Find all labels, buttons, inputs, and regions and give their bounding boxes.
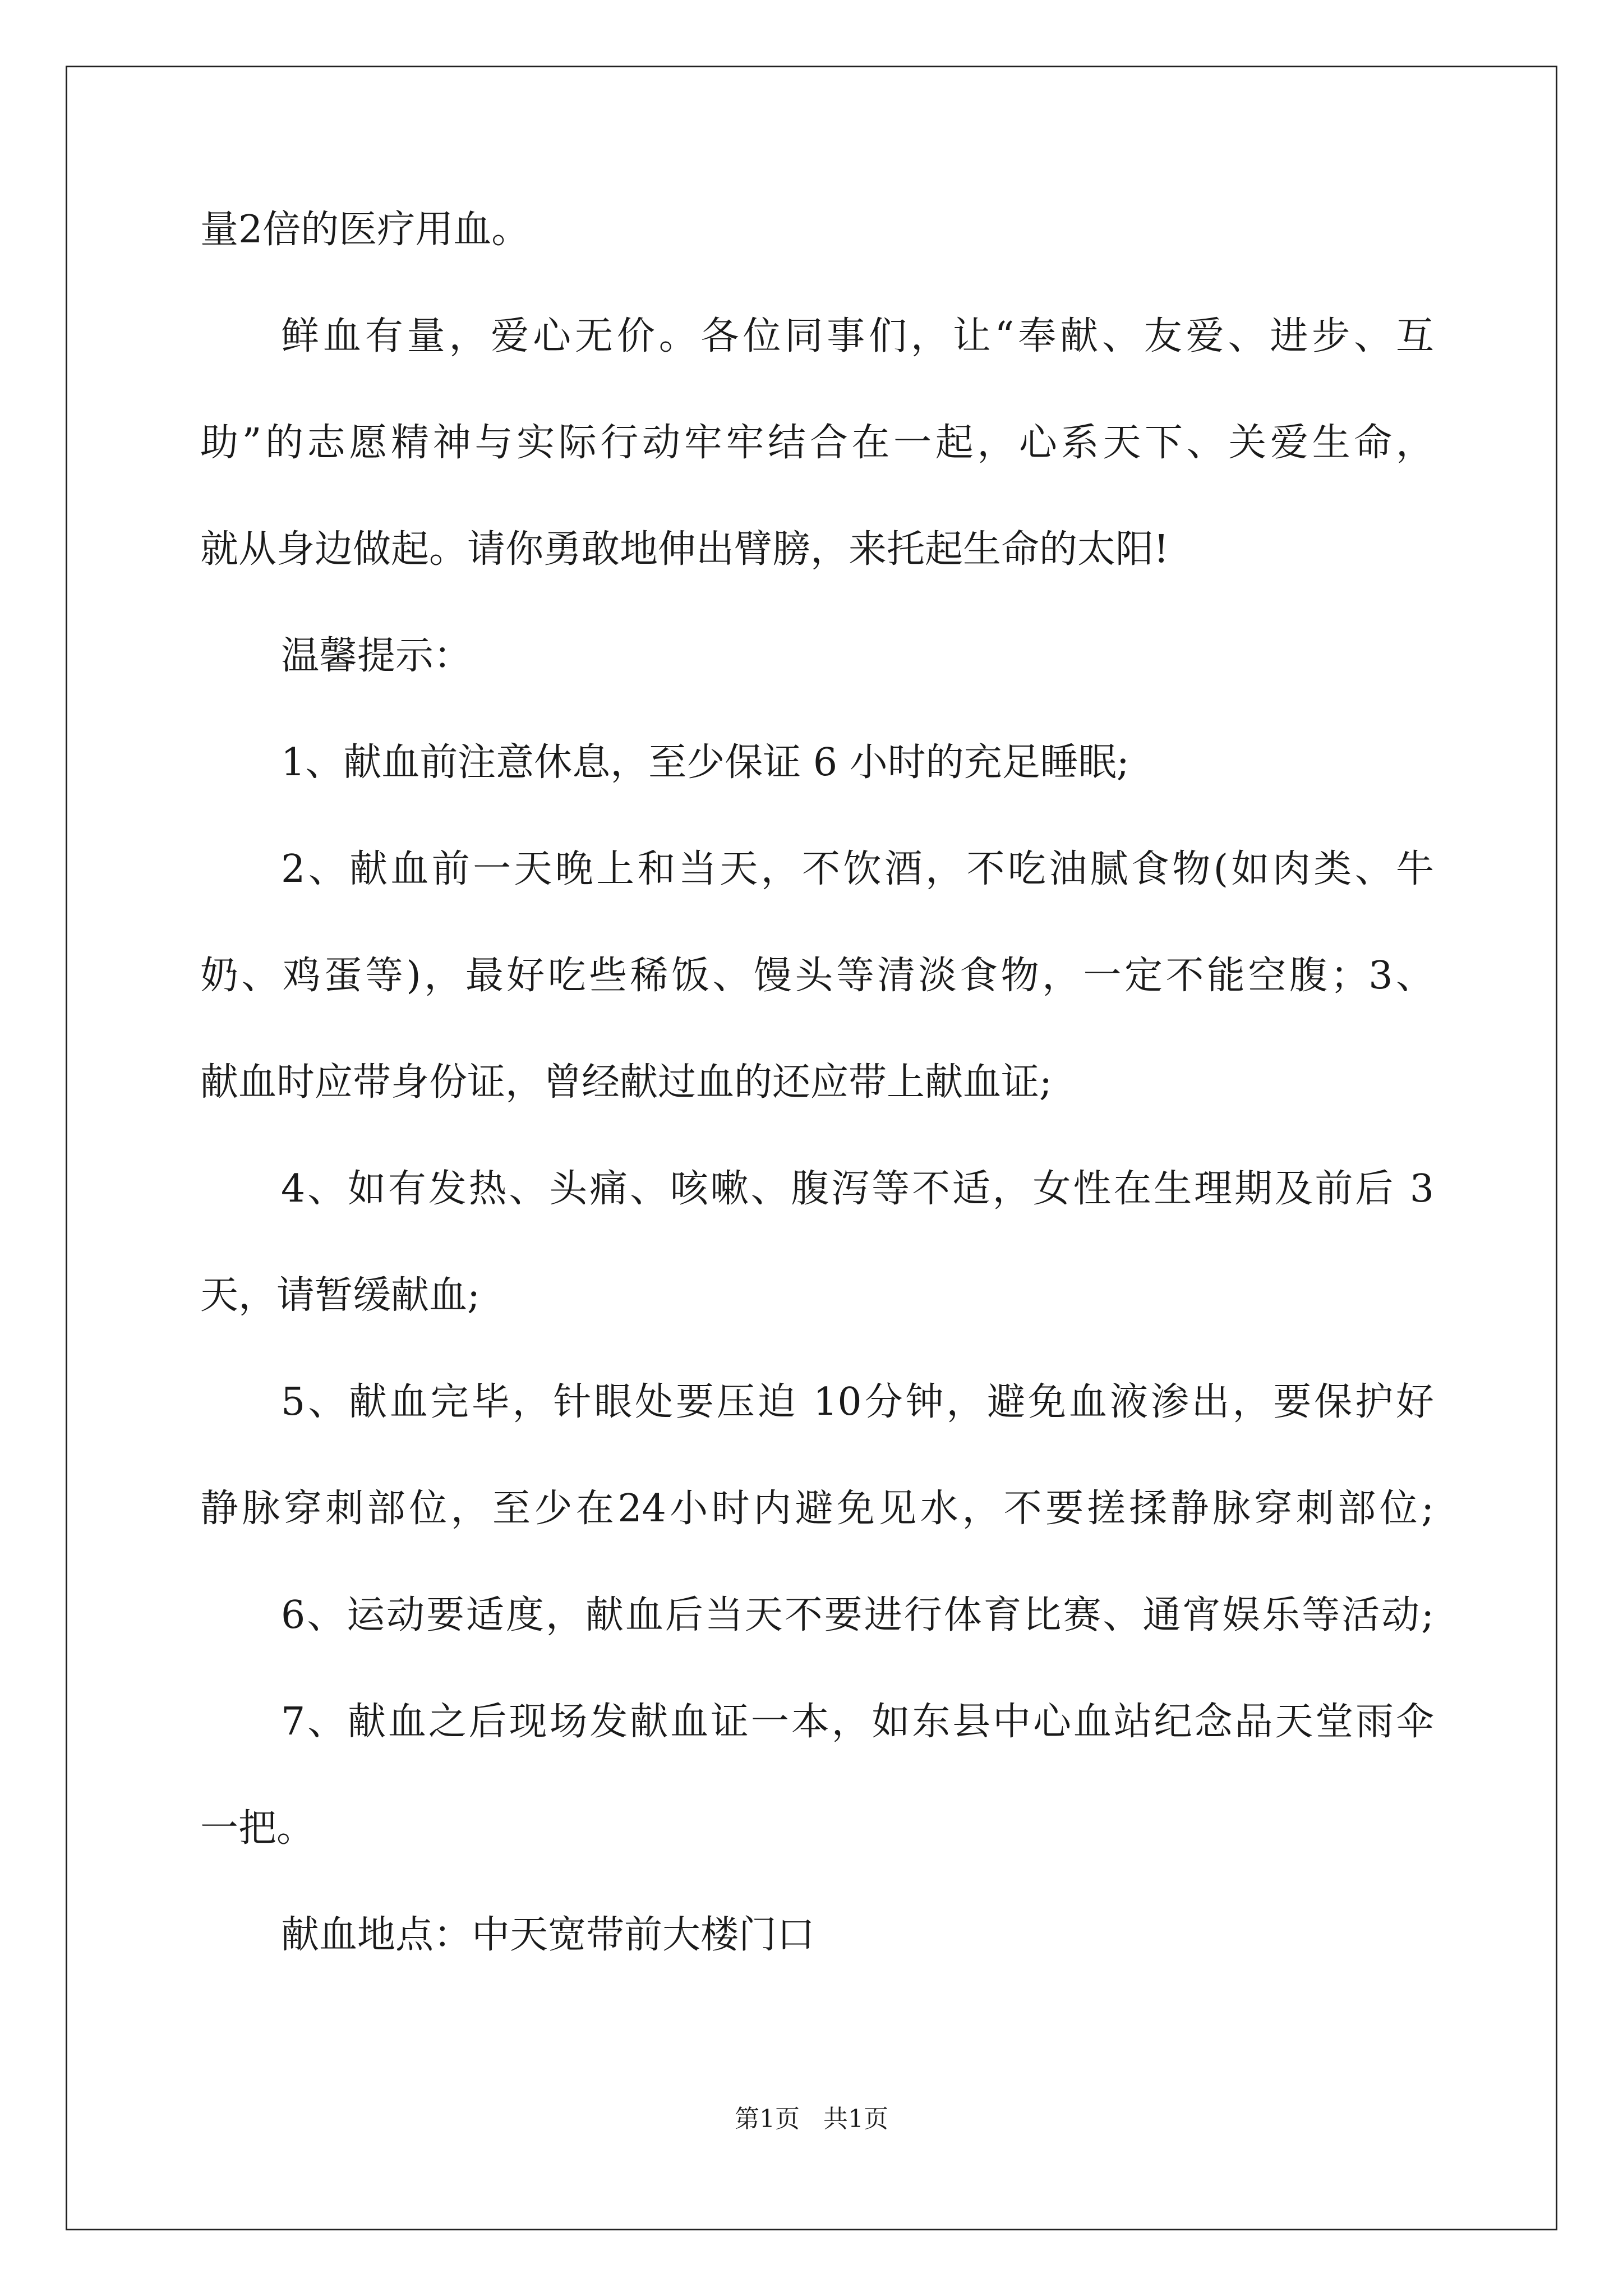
text-line-6: 1、献血前注意休息，至少保证 6 小时的充足睡眠;	[281, 740, 1129, 785]
page-footer	[0, 2104, 1623, 2135]
text-line-1: 量2倍的医疗用血。	[200, 208, 530, 252]
text-line-5: 温馨提示：	[281, 634, 472, 678]
page-border	[66, 66, 1557, 2230]
page-number: 第1页	[735, 2105, 800, 2133]
text-line-8: 奶、鸡蛋等)，最好吃些稀饭、馒头等清淡食物，一定不能空腹；3、	[200, 954, 1434, 998]
text-line-11: 天，请暂缓献血;	[200, 1273, 480, 1318]
text-line-9: 献血时应带身份证，曾经献过血的还应带上献血证;	[200, 1060, 1052, 1105]
text-line-16: 一把。	[200, 1806, 315, 1851]
text-line-15: 7、献血之后现场发献血证一本，如东县中心血站纪念品天堂雨伞	[281, 1700, 1434, 1744]
text-line-14: 6、运动要适度，献血后当天不要进行体育比赛、通宵娱乐等活动;	[281, 1593, 1434, 1637]
text-line-4: 就从身边做起。请你勇敢地伸出臂膀，来托起生命的太阳!	[200, 527, 1169, 572]
text-line-13: 静脉穿刺部位，至少在24小时内避免见水，不要搓揉静脉穿刺部位;	[200, 1487, 1434, 1531]
text-line-7: 2、献血前一天晚上和当天，不饮酒，不吃油腻食物(如肉类、牛	[281, 847, 1434, 891]
text-line-10: 4、如有发热、头痛、咳嗽、腹泻等不适，女性在生理期及前后 3	[281, 1167, 1434, 1211]
text-line-2: 鲜血有量，爱心无价。各位同事们，让“奉献、友爱、进步、互	[281, 314, 1434, 358]
text-line-12: 5、献血完毕，针眼处要压迫 10分钟，避免血液渗出，要保护好	[281, 1380, 1434, 1424]
text-line-3: 助”的志愿精神与实际行动牢牢结合在一起，心系天下、关爱生命，	[200, 421, 1434, 465]
text-line-17: 献血地点：中天宽带前大楼门口	[281, 1913, 815, 1957]
page-total: 共1页	[823, 2105, 888, 2133]
